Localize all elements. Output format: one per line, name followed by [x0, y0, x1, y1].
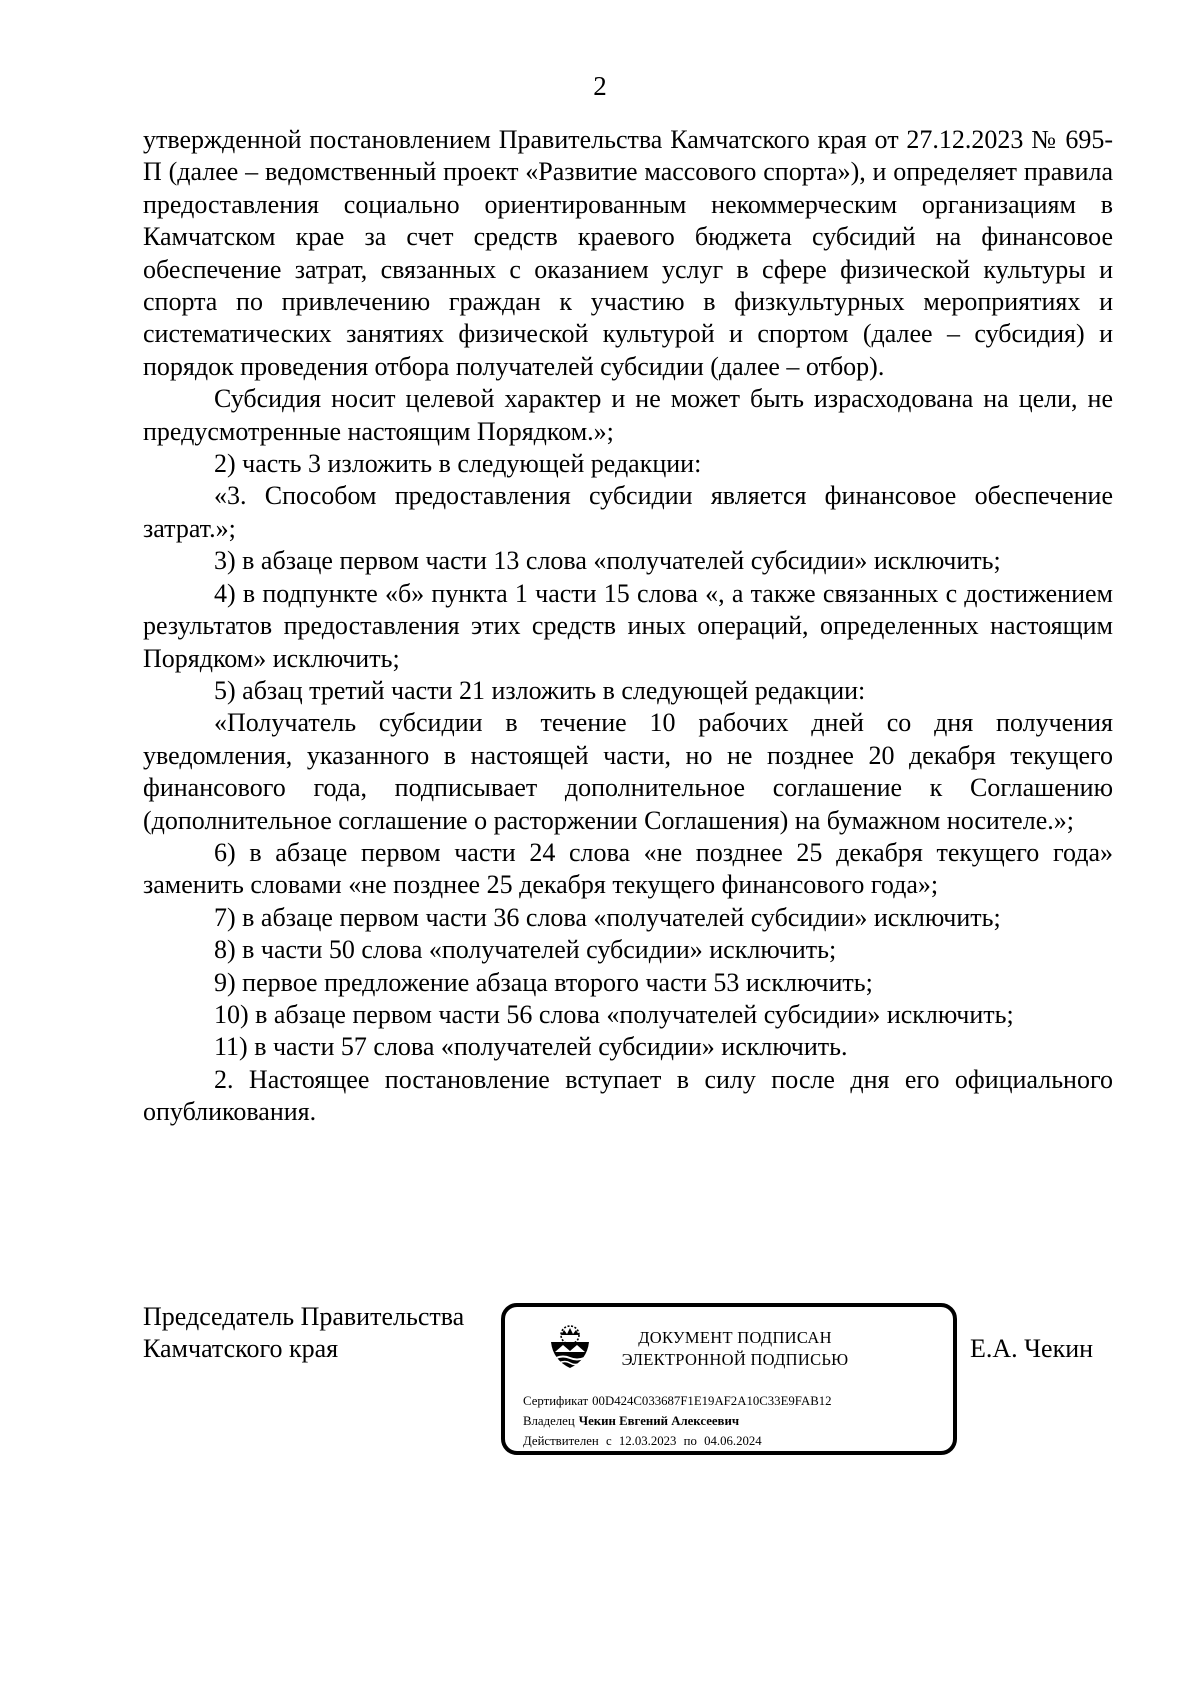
paragraph: 5) абзац третий части 21 изложить в следующей редакции: — [214, 675, 866, 705]
paragraph: 4) в подпункте «б» пункта 1 части 15 слова «, а также связанных с достижением результатов предоставления этих средств иных операций, определенных настоящим Порядком» исключить; — [143, 578, 1113, 673]
stamp-owner — [523, 1412, 739, 1430]
signatory-title-line: Камчатского края — [143, 1334, 339, 1363]
paragraph: утвержденной постановлением Правительства Камчатского края от 27.12.2023 № 695-П (далее – ведомственный проект «Развитие массового спорта»), и определяет правила предоставления социально ориентированным некоммерческим организациям в Камчатском крае за счет средств краевого бюджета субсидий на финансовое обеспечение затрат, связанных с оказанием услуг в сфере физической культуры и спорта по привлечению граждан к участию в физкультурных мероприятиях и систематических занятиях физической культурой и спортом (далее – субсидия) и порядок проведения отбора получателей субсидии (далее – отбор). — [143, 125, 1113, 381]
paragraph: 9) первое предложение абзаца второго части 53 исключить; — [214, 967, 873, 997]
stamp-owner-value: Чекин Евгений Алексеевич — [578, 1414, 740, 1428]
paragraph: 2) часть 3 изложить в следующей редакции: — [214, 449, 702, 479]
stamp-valid-to-label: по — [683, 1434, 697, 1448]
stamp-certificate-value: 00D424C033687F1E19AF2A10C33E9FAB12 — [592, 1394, 832, 1408]
paragraph: 7) в абзаце первом части 36 слова «получателей субсидии» исключить; — [214, 902, 1001, 932]
stamp-header — [615, 1327, 855, 1371]
kamchatka-emblem-icon — [545, 1320, 595, 1374]
stamp-valid-from-label: с — [605, 1434, 612, 1448]
signatory-title-line: Председатель Правительства — [143, 1302, 465, 1331]
stamp-certificate-label: Сертификат — [523, 1394, 589, 1408]
paragraph: 6) в абзаце первом части 24 слова «не позднее 25 декабря текущего года» заменить словами «не позднее 25 декабря текущего финансового года»; — [143, 837, 1113, 900]
stamp-header-line: ЭЛЕКТРОННОЙ ПОДПИСЬЮ — [621, 1350, 849, 1369]
stamp-validity — [523, 1432, 762, 1450]
paragraph: 11) в части 57 слова «получателей субсидии» исключить. — [214, 1032, 848, 1062]
signatory-title — [143, 1301, 503, 1365]
paragraph: 3) в абзаце первом части 13 слова «получателей субсидии» исключить; — [214, 546, 1001, 576]
stamp-valid-to: 04.06.2024 — [704, 1434, 762, 1448]
stamp-certificate — [523, 1392, 832, 1410]
signatory-name: Е.А. Чекин — [970, 1334, 1094, 1363]
stamp-validity-label: Действителен — [523, 1434, 599, 1448]
page-number: 2 — [593, 71, 607, 101]
paragraph: «3. Способом предоставления субсидии является финансовое обеспечение затрат.»; — [143, 481, 1113, 543]
paragraph: 8) в части 50 слова «получателей субсидии» исключить; — [214, 935, 837, 965]
paragraph: Субсидия носит целевой характер и не может быть израсходована на цели, не предусмотренные настоящим Порядком.»; — [143, 384, 1113, 446]
paragraph: «Получатель субсидии в течение 10 рабочих дней со дня получения уведомления, указанного в настоящей части, но не позднее 20 декабря текущего финансового года, подписывает дополнительное соглашение к Соглашению (дополнительное соглашение о расторжении Соглашения) на бумажном носителе.»; — [143, 708, 1113, 835]
paragraph: 10) в абзаце первом части 56 слова «получателей субсидии» исключить; — [214, 999, 1014, 1029]
paragraph: 2. Настоящее постановление вступает в силу после дня его официального опубликования. — [143, 1064, 1113, 1127]
stamp-header-line: ДОКУМЕНТ ПОДПИСАН — [638, 1328, 832, 1347]
electronic-signature-stamp — [501, 1303, 957, 1455]
stamp-owner-label: Владелец — [523, 1414, 575, 1428]
stamp-valid-from: 12.03.2023 — [618, 1434, 677, 1448]
